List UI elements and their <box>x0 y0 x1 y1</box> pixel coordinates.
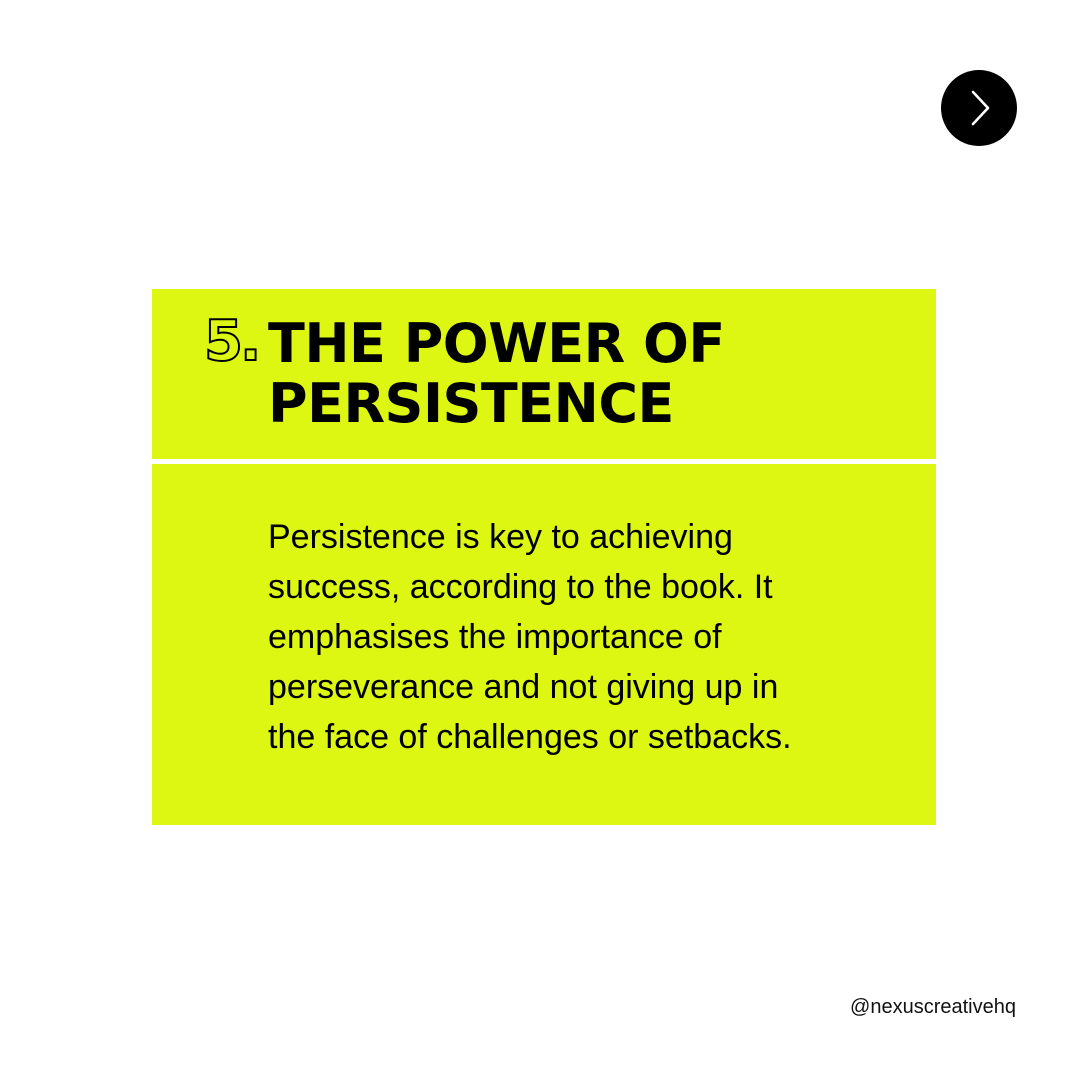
social-handle: @nexuscreativehq <box>850 996 1016 1018</box>
body-line: success, according to the book. It <box>268 568 773 606</box>
body-line: the face of challenges or setbacks. <box>268 718 792 756</box>
body-line: perseverance and not giving up in <box>268 668 779 706</box>
title-line: PERSISTENCE <box>268 372 674 435</box>
next-slide-button[interactable] <box>941 70 1017 146</box>
body-line: Persistence is key to achieving <box>268 518 733 556</box>
page-title <box>268 314 908 434</box>
body-paragraph <box>268 512 908 762</box>
body-line: emphasises the importance of <box>268 618 722 656</box>
item-number: 5. <box>204 309 259 374</box>
title-line: THE POWER OF <box>268 312 725 375</box>
chevron-right-icon <box>964 88 994 128</box>
